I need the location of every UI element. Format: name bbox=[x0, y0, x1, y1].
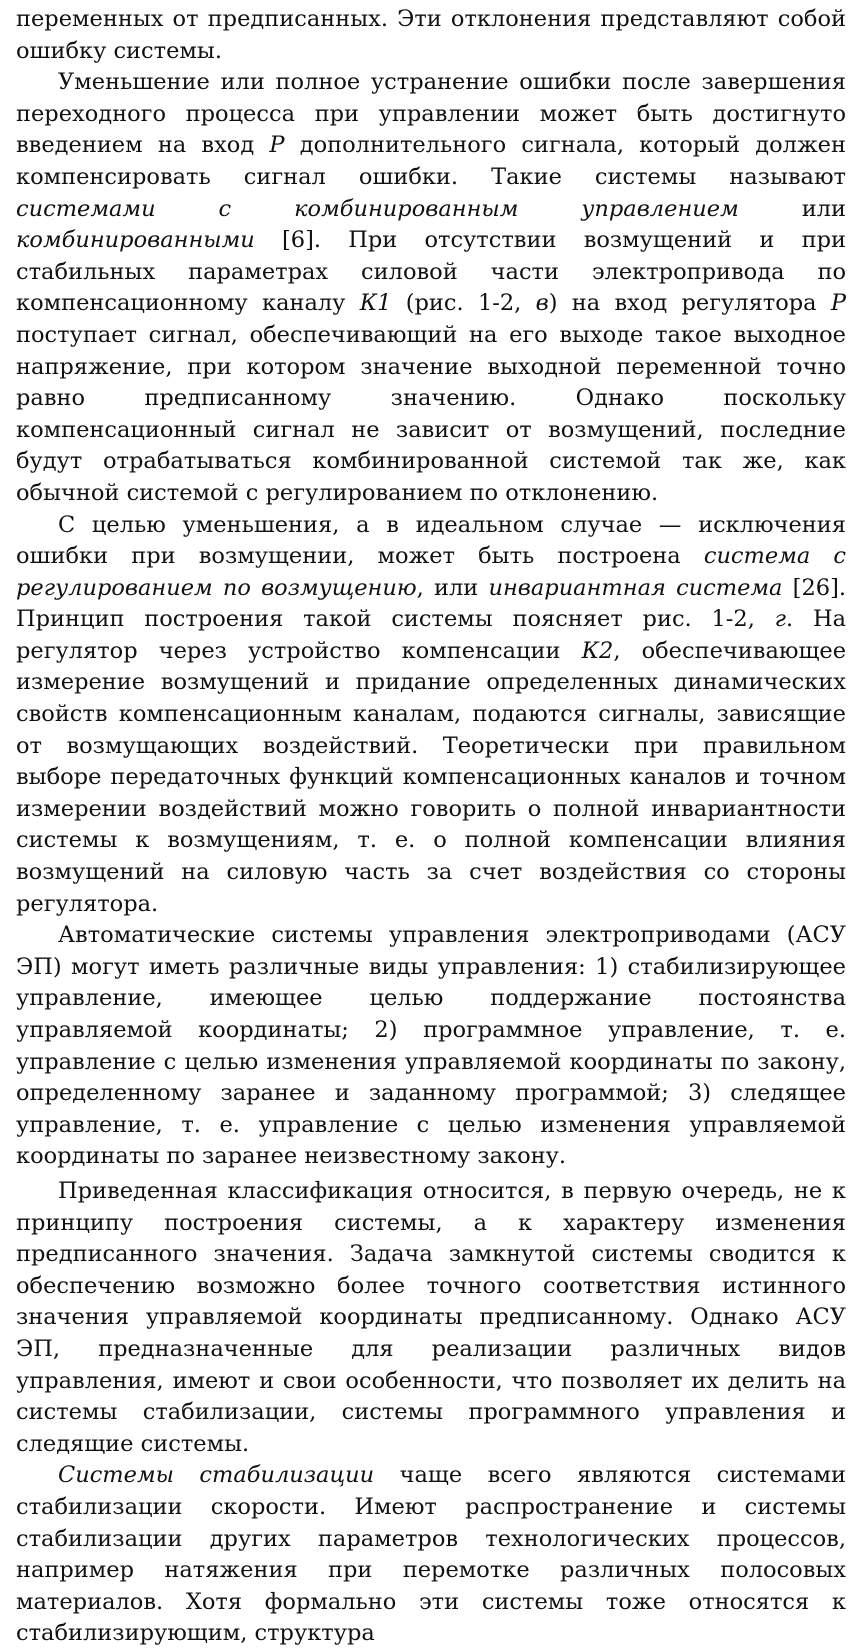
text-run: Уменьшение или полное устранение ошибки после завершения переходного процесса при управлении может быть достигнуто введением на вход bbox=[16, 69, 846, 159]
italic-term: К1 bbox=[359, 290, 392, 317]
paragraph-1 bbox=[16, 4, 846, 67]
text-run: (рис. 1-2, bbox=[391, 290, 536, 317]
text-run: . На регулятор через устройство компенсации bbox=[16, 606, 846, 664]
text-run: поступает сигнал, обеспечивающий на его выходе такое выходное напряжение, при котором значение выходной переменной точно равно предписанному значению. Однако поскольку компенсационный сигнал не зависит от возмущений, последние будут отрабатываться комбинированной системой так же, как обычной системой с регулированием по отклонению. bbox=[16, 321, 846, 506]
italic-term: Р bbox=[830, 290, 846, 317]
italic-term: системами с комбинированным управлением bbox=[16, 195, 739, 222]
text-run: , или bbox=[416, 574, 489, 601]
paragraph-4 bbox=[16, 920, 846, 1173]
italic-term: Системы стабилизации bbox=[58, 1462, 375, 1489]
text-run: С целью уменьшения, а в идеальном случае — исключения ошибки при возмущении, может быть построена bbox=[16, 511, 846, 570]
text-run: Приведенная классификация относится, в первую очередь, не к принципу построения системы, а к характеру изменения предписанного значения. Задача замкнутой системы сводится к обеспечению возможно более точного соответствия истинного значения управляемой координаты предписанному. Однако АСУ ЭП, предназначенные для реализации различных видов управления, имеют и свои особенности, что позволяет их делить на системы стабилизации, системы программного управления и следящие системы. bbox=[16, 1177, 846, 1457]
italic-term: г bbox=[774, 606, 787, 633]
paragraph-5 bbox=[16, 1176, 846, 1460]
text-run: ) на вход регулятора bbox=[548, 290, 831, 317]
italic-term: инвариантная система bbox=[488, 574, 783, 601]
italic-term: комбинированными bbox=[16, 227, 255, 254]
italic-term: в bbox=[535, 290, 549, 317]
text-run: переменных от предписанных. Эти отклонения представляют собой ошибку системы. bbox=[16, 6, 846, 64]
text-run: [6]. При отсутствии возмущений и при стабильных параметрах силовой части электропривода по компенсационному каналу bbox=[16, 227, 846, 317]
text-run: или bbox=[738, 195, 846, 222]
italic-term: система с регулированием по возмущению bbox=[16, 543, 846, 601]
text-run: [26]. Принцип построения такой системы поясняет рис. 1-2, bbox=[16, 574, 846, 633]
italic-term: К2 bbox=[581, 637, 614, 664]
text-run: чаще всего являются системами стабилизации скорости. Имеют распространение и системы стабилизации других параметров технологических процессов, например натяжения при перемотке различных полосовых материалов. Хотя формально эти системы тоже относятся к стабилизирующим, структура bbox=[16, 1462, 847, 1647]
italic-term: Р bbox=[269, 132, 285, 159]
paragraph-6 bbox=[16, 1460, 846, 1650]
text-run: дополнительного сигнала, который должен компенсировать сигнал ошибки. Такие системы называют bbox=[16, 132, 846, 190]
text-run: Автоматические системы управления электроприводами (АСУ ЭП) могут иметь различные виды управления: 1) стабилизирующее управление, имеющее целью поддержание постоянства управляемой координаты; 2) программное управление, т. е. управление с целью изменения управляемой координаты по закону, определенному заранее и заданному программой; 3) следящее управление, т. е. управление с целью изменения управляемой координаты по заранее неизвестному закону. bbox=[16, 922, 846, 1170]
text-run: , обеспечивающее измерение возмущений и придание определенных динамических свойств компенсационным каналам, подаются сигналы, зависящие от возмущающих воздействий. Теоретически при правильном выборе передаточных функций компенсационных каналов и точном измерении воздействий можно говорить о полной инвариантности системы к возмущениям, т. е. о полной компенсации влияния возмущений на силовую часть за счет воздействия со стороны регулятора. bbox=[16, 637, 847, 917]
paragraph-3 bbox=[16, 510, 846, 921]
paragraph-2 bbox=[16, 67, 846, 509]
